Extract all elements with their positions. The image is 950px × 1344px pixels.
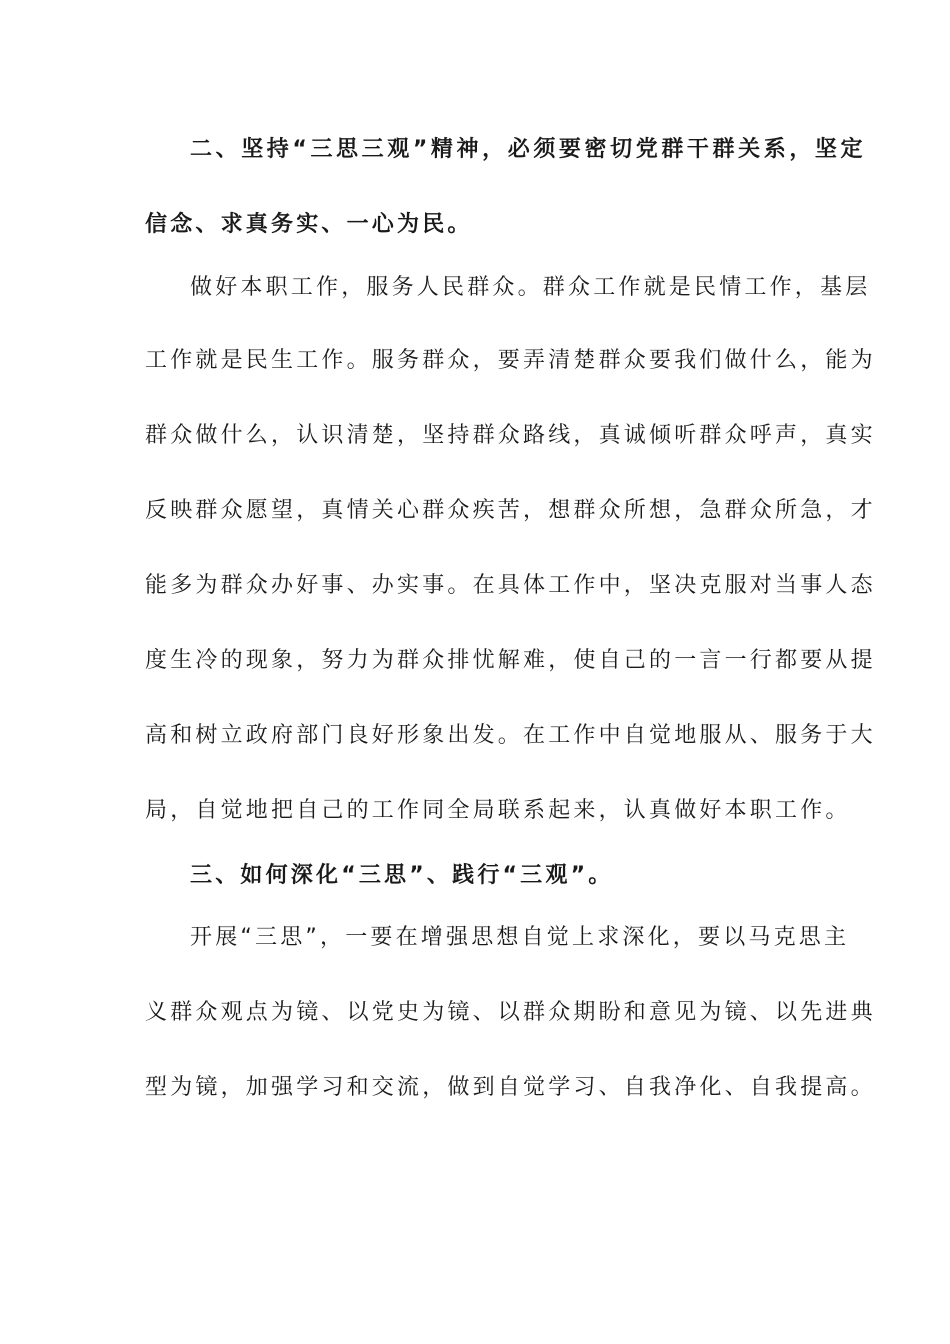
section-heading-three: 三、如何深化“三思”、践行“三观”。 <box>190 863 614 888</box>
paragraph-1-line-1: 做好本职工作，服务人民群众。群众工作就是民情工作，基层 <box>190 275 871 300</box>
paragraph-2-line-2: 义群众观点为镜、以党史为镜、以群众期盼和意见为镜、以先进典 <box>145 1000 876 1025</box>
section-heading-two-line-1: 二、坚持“三思三观”精神，必须要密切党群干群关系，坚定 <box>190 137 867 162</box>
paragraph-1-line-2: 工作就是民生工作。服务群众，要弄清楚群众要我们做什么，能为 <box>145 348 876 373</box>
paragraph-1-line-7: 高和树立政府部门良好形象出发。在工作中自觉地服从、服务于大 <box>145 723 876 748</box>
paragraph-1-line-5: 能多为群众办好事、办实事。在具体工作中，坚决克服对当事人态 <box>145 573 876 598</box>
paragraph-1-line-3: 群众做什么，认识清楚，坚持群众路线，真诚倾听群众呼声，真实 <box>145 423 876 448</box>
section-heading-two-line-2: 信念、求真务实、一心为民。 <box>145 212 473 237</box>
paragraph-2-line-3: 型为镜，加强学习和交流，做到自觉学习、自我净化、自我提高。 <box>145 1075 876 1100</box>
paragraph-1-line-4: 反映群众愿望，真情关心群众疾苦，想群众所想，急群众所急，才 <box>145 498 876 523</box>
paragraph-2-line-1: 开展“三思”，一要在增强思想自觉上求深化，要以马克思主 <box>190 925 850 950</box>
paragraph-1-line-6: 度生冷的现象，努力为群众排忧解难，使自己的一言一行都要从提 <box>145 648 876 673</box>
paragraph-1-line-8: 局，自觉地把自己的工作同全局联系起来，认真做好本职工作。 <box>145 798 851 823</box>
